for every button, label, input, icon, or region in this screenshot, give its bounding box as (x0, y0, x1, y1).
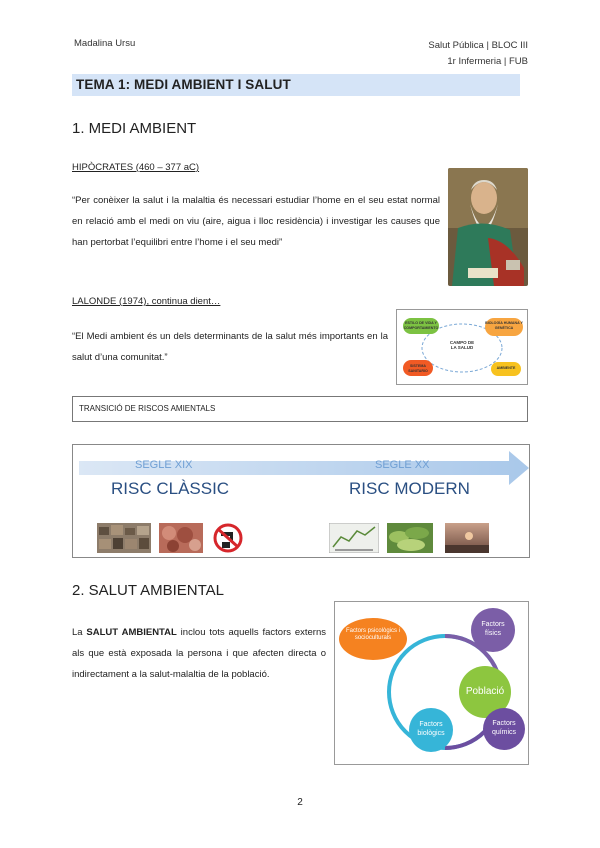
hippocrates-portrait (448, 168, 528, 286)
section-heading-medi-ambient: 1. MEDI AMBIENT (72, 120, 197, 137)
transition-label-box (72, 396, 528, 422)
no-drinking-water-icon (211, 523, 245, 553)
lalonde-node-environment: AMBIENTE (491, 362, 521, 376)
cycle-node-chemical: Factors químics (483, 708, 525, 750)
salut-ambiental-paragraph (72, 622, 326, 685)
title-bar (72, 74, 520, 96)
section-heading-salut-ambiental: 2. SALUT AMBIENTAL (72, 582, 224, 599)
lalonde-node-biology: BIOLOGÍA HUMANA Y GENÉTICA (485, 318, 523, 336)
cycle-node-biological: Factors biològics (409, 708, 453, 752)
lalonde-center-label: CAMPO DE LA SALUD (449, 340, 475, 350)
para-bold-term: SALUT AMBIENTAL (86, 627, 177, 638)
page-title: TEMA 1: MEDI AMBIENT I SALUT (76, 77, 291, 92)
hippocrates-reference: HIPÒCRATES (460 – 377 aC) (72, 162, 200, 173)
para-text-start: La (72, 627, 87, 638)
transition-diagram (72, 444, 530, 558)
contaminated-food-image (159, 523, 203, 553)
cycle-node-population: Població (459, 666, 511, 718)
pollution-sunset-image (445, 523, 489, 553)
hippocrates-quote: “Per conèixer la salut i la malaltia és necessari estudiar l’home en el seu estat normal en relació amb el medi on viu (aire, aigua i lloc residència) i investigar les causes que han pertorbat l’equilibri entre l’home i el seu medi” (72, 195, 440, 248)
header-course: Salut Pública | BLOC III (428, 40, 528, 51)
slum-housing-image (97, 523, 151, 553)
lalonde-node-health-system: SISTEMA SANITARIO (403, 360, 433, 376)
cycle-node-physical: Factors físics (471, 608, 515, 652)
left-period: SEGLE XIX (135, 459, 193, 471)
transition-label: TRANSICIÓ DE RISCOS AMIENTALS (79, 404, 216, 413)
plants-image (387, 523, 433, 553)
salut-ambiental-diagram (334, 601, 529, 765)
left-risk: RISC CLÀSSIC (111, 479, 230, 498)
page-number: 2 (297, 797, 303, 808)
para-text-end: inclou tots aquells factors externs als que està exposada la persona i que afecten directa o indirectament a la salut-malaltia de la població. (72, 627, 326, 680)
header-program: 1r Infermeria | FUB (447, 56, 528, 67)
modern-chart-image (329, 523, 379, 553)
lalonde-node-lifestyle: ESTILO DE VIDA Y COMPORTAMIENTO (403, 318, 439, 334)
lalonde-diagram (396, 309, 528, 385)
header-course-info (428, 38, 528, 70)
lalonde-quote: “El Medi ambient és un dels determinants de la salut més importants en la salut d’una comunitat.” (72, 331, 388, 363)
header-author: Madalina Ursu (74, 38, 136, 49)
lalonde-reference: LALONDE (1974), continua dient… (72, 296, 221, 307)
right-risk: RISC MODERN (349, 479, 470, 498)
cycle-node-psychosocial: Factors psicològics i socioculturals (339, 618, 407, 660)
right-period: SEGLE XX (375, 459, 430, 471)
